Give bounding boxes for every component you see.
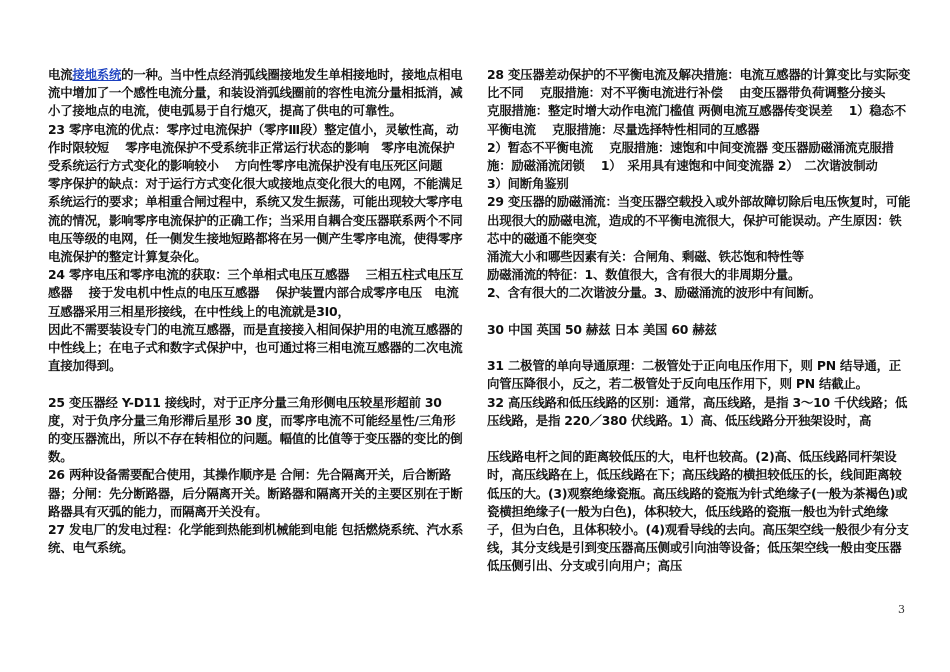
paragraph-grounding xyxy=(48,66,466,121)
grounding-system-link[interactable]: 接地系统 xyxy=(72,67,122,82)
paragraph-23: 23 零序电流的优点：零序过电流保护（零序Ⅲ段）整定值小，灵敏性高，动作时限较短 零序电流保护不受系统非正常运行状态的影响 零序电流保护受系统运行方式变化的影响较小 方向性零序电流保护没有电压死区问题 xyxy=(48,121,459,174)
paragraph-29-factors: 涌流大小和哪些因素有关：合闸角、剩磁、铁芯饱和特性等 xyxy=(487,249,804,265)
spacer xyxy=(487,430,911,448)
paragraph-27: 27 发电厂的发电过程：化学能到热能到机械能到电能 包括燃烧系统、汽水系统、电气系统。 xyxy=(48,522,464,556)
paragraph-25: 25 变压器经 Y-D11 接线时，对于正序分量三角形侧电压较星形超前 30 度，对于负序分量三角形滞后星形 30 度，而零序电流不可能经星性/三角形的变压器流出，所以不存在转相位的问题。幅值的比值等于变压器的变比的倒数。 xyxy=(48,394,463,465)
paragraph-29-features: 励磁涌流的特征：1、数值很大，含有很大的非周期分量。 xyxy=(487,267,801,283)
spacer xyxy=(487,339,911,357)
paragraph-28-angle: 3）间断角鉴别 xyxy=(487,176,569,192)
paragraph-32-cont: 压线路电杆之间的距离较低压的大，电杆也较高。(2)高、低压线路同杆架设时，高压线路在上，低压线路在下；高压线路的横担较低压的长，线间距离较低压的大。(3)观察绝缘瓷瓶。高压线路的瓷瓶为针式绝缘子(一般为茶褐色)或瓷横担绝缘子(一般为白色)，体积较大，低压线路的瓷瓶一般也为针式绝缘子，但为白色，且体积较小。(4)观看导线的去向。高压架空线一般很少有分支线，其分支线是引到变压器高压侧或引向油等设备；低压架空线一般由变压器低压侧引出、分支或引向用户；高压 xyxy=(487,449,909,574)
paragraph-31: 31 二极管的单向导通原理：二极管处于正向电压作用下，则 PN 结导通，正向管压降很小，反之，若二极管处于反向电压作用下，则 PN 结截止。 xyxy=(487,358,901,392)
paragraph-32: 32 高压线路和低压线路的区别：通常，高压线路，是指 3～10 千伏线路；低压线路，是指 220／380 伏线路。1）高、低压线路分开独架设时，高 xyxy=(487,394,908,428)
text-run: 电流 xyxy=(48,67,73,82)
paragraph-26: 26 两种设备需要配合使用，其操作顺序是 合闸：先合隔离开关，后合断路器；分闸：先分断路器，后分隔离开关。断路器和隔离开关的主要区别在于断路器具有灭弧的能力，而隔离开关没有。 xyxy=(48,467,463,519)
paragraph-29-features-cont: 2、含有很大的二次谐波分量。3、励磁涌流的波形中有间断。 xyxy=(487,285,821,301)
paragraph-28: 28 变压器差动保护的不平衡电流及解决措施：电流互感器的计算变比与实际变比不同 克服措施：对不平衡电流进行补偿 由变压器带负荷调整分接头 克服措施：整定时增大动作电流门槛值 两侧电流互感器传变误差 1）稳态不平衡电流 克服措施：尽量选择特性相同的互感器 xyxy=(487,67,911,137)
paragraph-24: 24 零序电压和零序电流的获取：三个单相式电压互感器 三相五柱式电压互感器 接于发电机中性点的电压互感器 保护装置内部合成零序电压 电流互感器采用三相星形接线，在中性线上的电流就是3I0， xyxy=(48,267,464,319)
left-column xyxy=(48,66,466,557)
paragraph-28-transient: 2）暂态不平衡电流 克服措施：速饱和中间变流器 变压器励磁涌流克服措施：励磁涌流闭锁 1） 采用具有速饱和中间变流器 2） 二次谐波制动 xyxy=(487,139,894,174)
paragraph-23-cons: 零序保护的缺点：对于运行方式变化很大或接地点变化很大的电网，不能满足系统运行的要求；单相重合闸过程中，系统又发生振荡，可能出现较大零序电流的情况，影响零序电流保护的正确工作；当采用自耦合变压器联系两个不同电压等级的电网，任一侧发生接地短路都将在另一侧产生零序电流，使得零序电流保护的整定计算复杂化。 xyxy=(48,176,463,265)
spacer xyxy=(487,303,911,321)
spacer xyxy=(48,375,466,393)
right-column xyxy=(487,66,911,576)
page-number: 3 xyxy=(898,603,905,616)
paragraph-30: 30 中国 英国 50 赫兹 日本 美国 60 赫兹 xyxy=(487,321,717,337)
paragraph-29: 29 变压器的励磁涌流：当变压器空载投入或外部故障切除后电压恢复时，可能出现很大的励磁电流，造成的不平衡电流很大，保护可能误动。产生原因：铁芯中的磁通不能突变 xyxy=(487,194,911,246)
text-run: 的一种。当中性点经消弧线圈接地发生单相接地时，接地点相电流中增加了一个感性电流分量，和装设消弧线圈前的容性电流分量相抵消，减小了接地点的电流，使电弧易于自行熄灭，提高了供电的可靠性。 xyxy=(48,67,463,119)
paragraph-24-cont: 因此不需要装设专门的电流互感器，而是直接接入相间保护用的电流互感器的中性线上；在电子式和数字式保护中，也可通过将三相电流互感器的二次电流直接加得到。 xyxy=(48,321,463,374)
